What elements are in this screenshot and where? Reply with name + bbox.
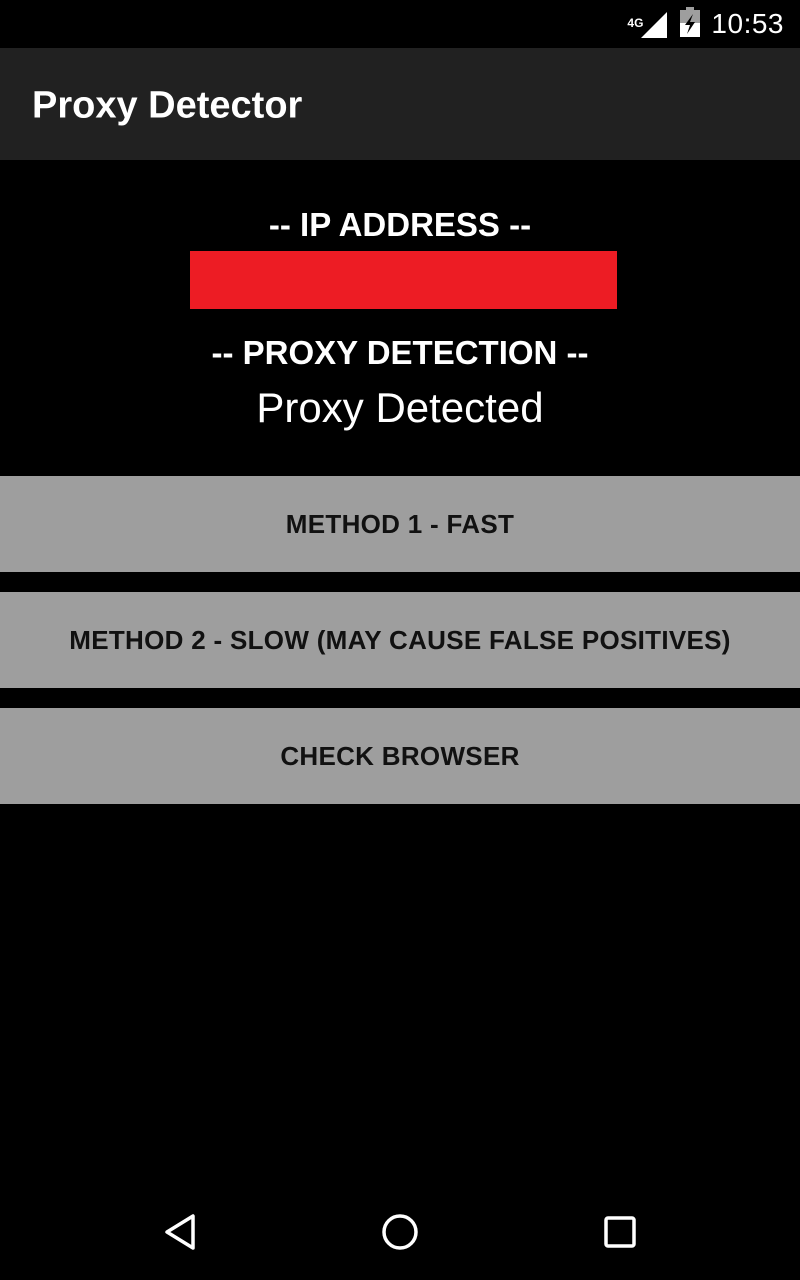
back-icon[interactable] — [156, 1208, 204, 1256]
app-bar — [0, 48, 800, 160]
check-browser-button[interactable]: CHECK BROWSER — [0, 708, 800, 804]
status-icons — [627, 0, 784, 48]
app-title: Proxy Detector — [32, 84, 303, 127]
ip-address-heading: -- IP ADDRESS -- — [268, 206, 532, 243]
proxy-detection-heading: -- PROXY DETECTION -- — [211, 334, 589, 371]
battery-icon — [679, 6, 701, 43]
status-time: 10:53 — [711, 8, 784, 39]
ip-address-redaction — [190, 251, 617, 309]
network-type-label: 4G — [627, 16, 644, 30]
navigation-bar — [0, 1184, 800, 1280]
recents-icon[interactable] — [596, 1208, 644, 1256]
signal-icon — [627, 8, 669, 40]
home-icon[interactable] — [376, 1208, 424, 1256]
status-bar — [0, 0, 800, 48]
method-2-button[interactable]: METHOD 2 - SLOW (MAY CAUSE FALSE POSITIVES) — [0, 592, 800, 688]
proxy-status-text: Proxy Detected — [256, 384, 544, 431]
method-1-button[interactable]: METHOD 1 - FAST — [0, 476, 800, 572]
